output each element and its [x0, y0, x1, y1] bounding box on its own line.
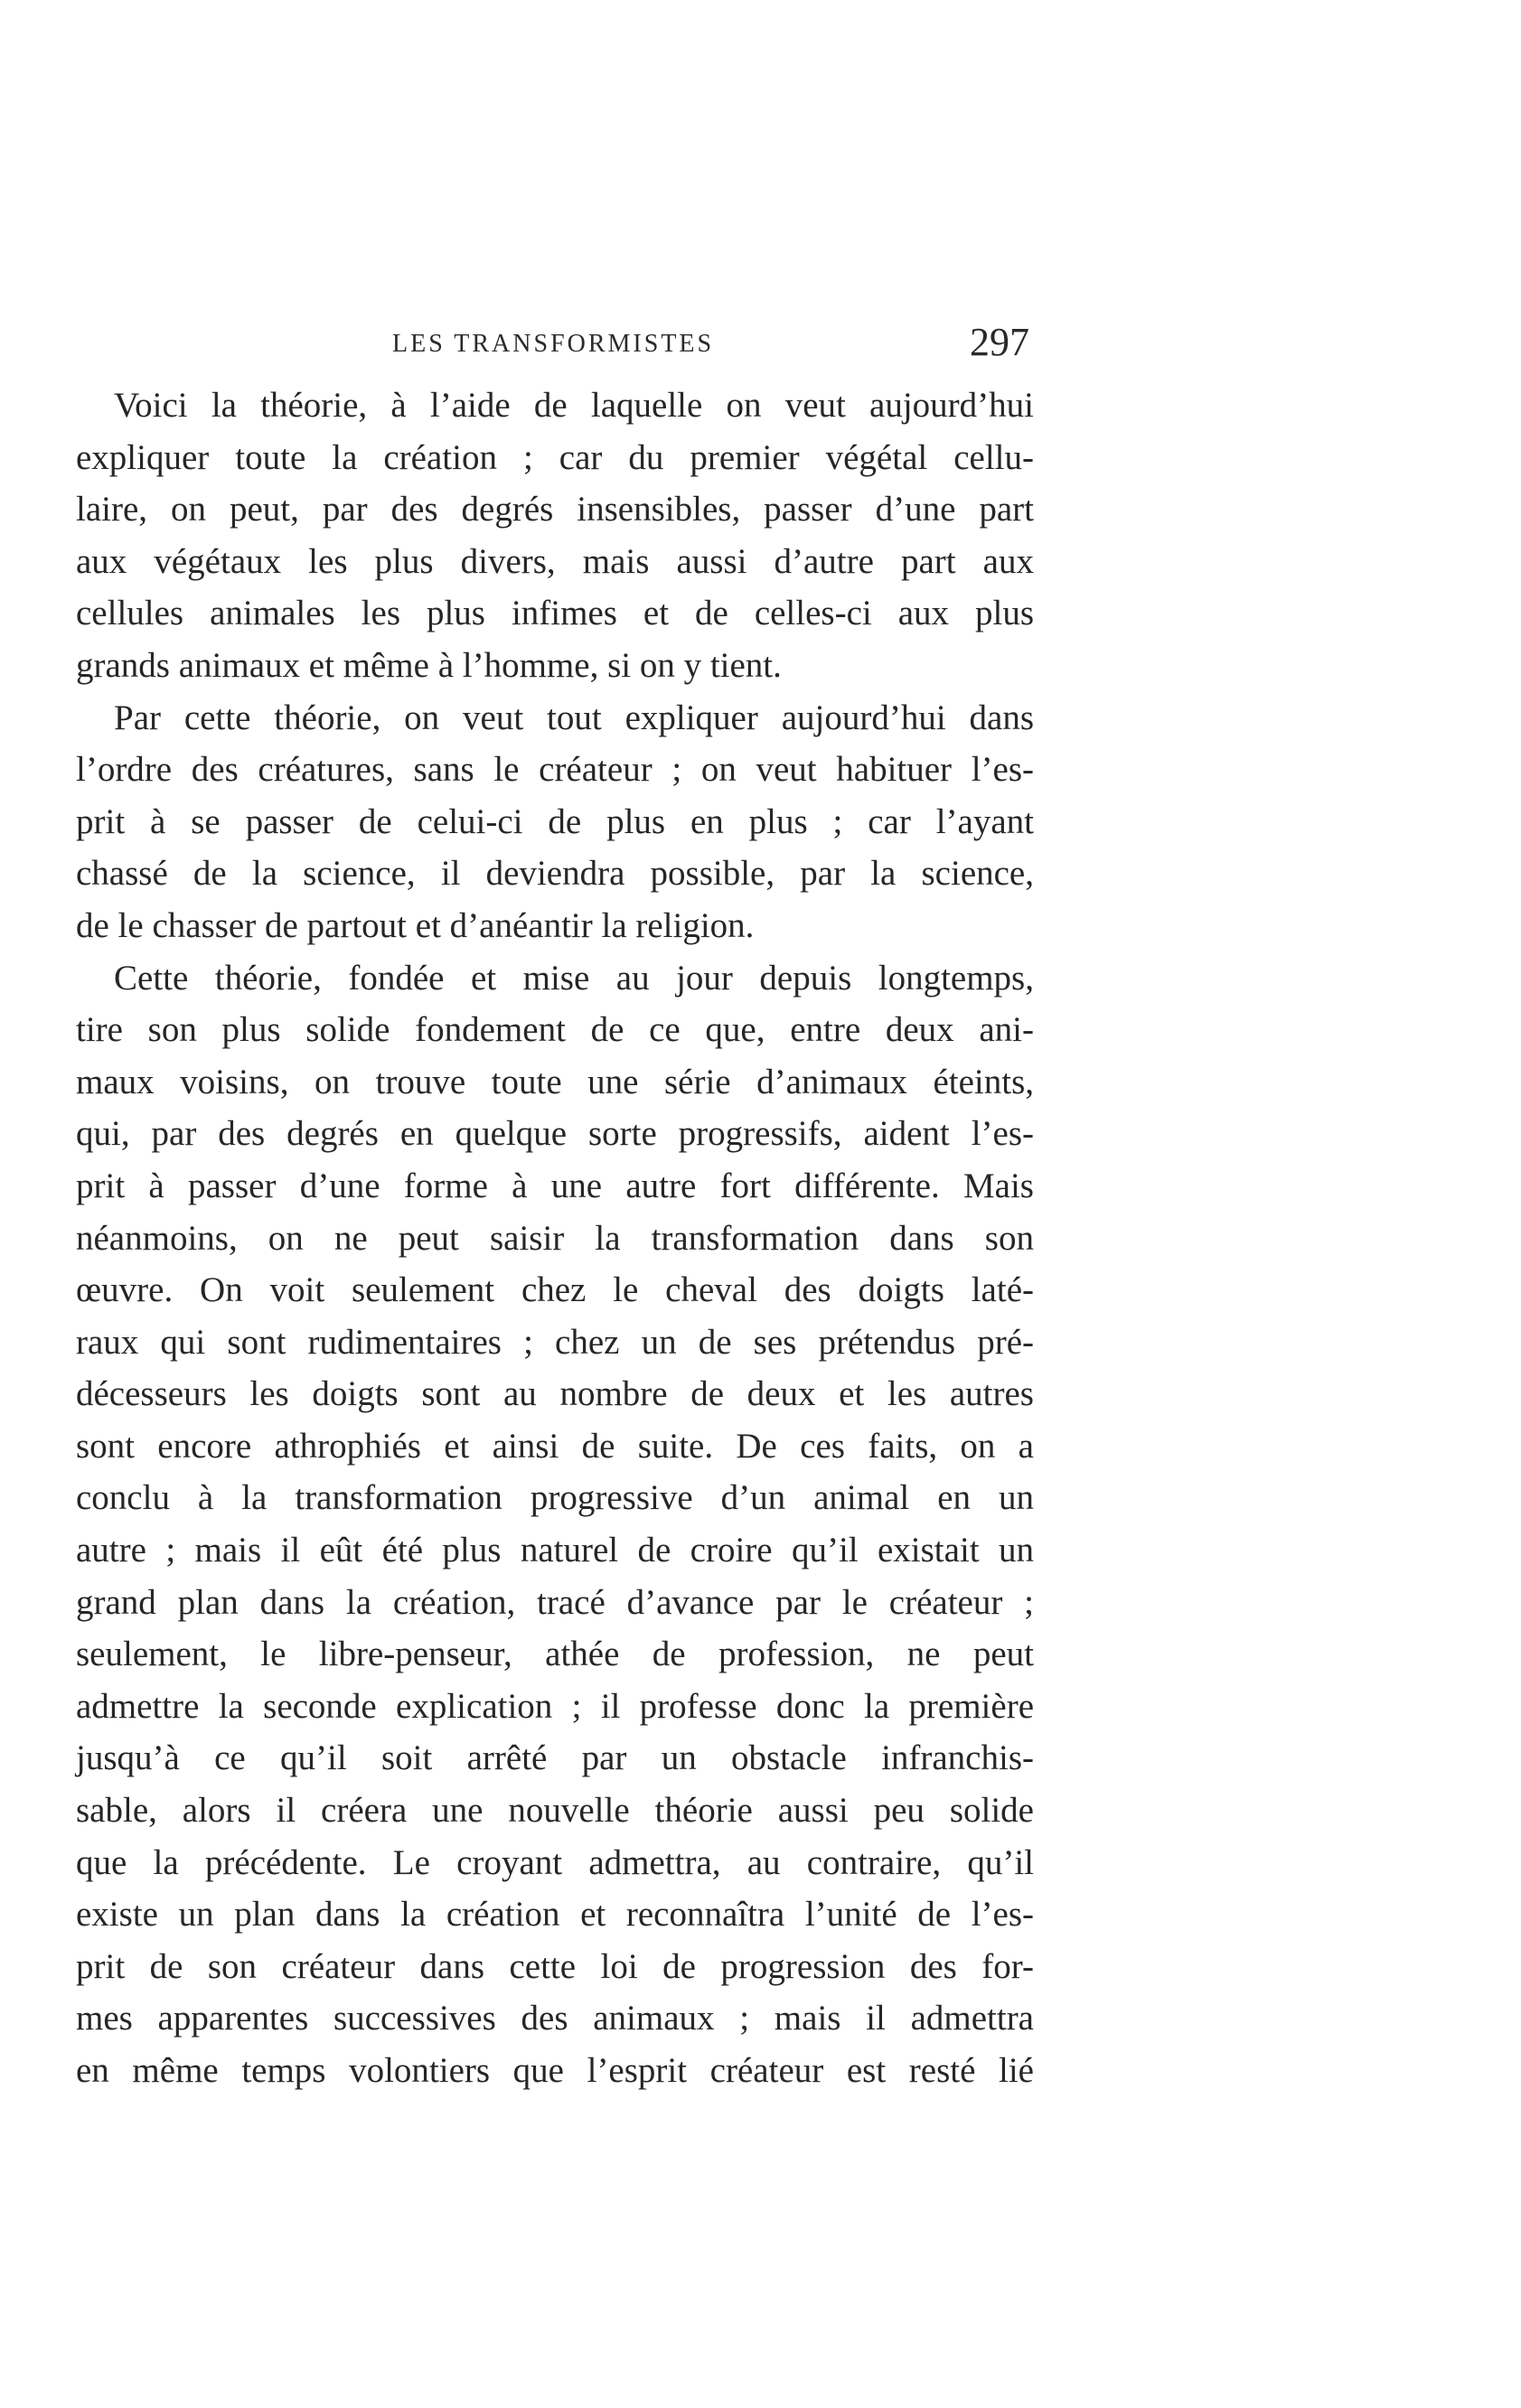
text-line: Par cette théorie, on veut tout expliquer aujourd’hui dans — [114, 698, 1034, 737]
text-line: Voici la théorie, à l’aide de laquelle on veut aujourd’hui — [114, 386, 1034, 425]
text-line: Cette théorie, fondée et mise au jour depuis longtemps, — [114, 958, 1034, 998]
text-line: que la précédente. Le croyant admettra, au contraire, qu’il — [76, 1842, 1034, 1882]
body-text — [76, 379, 1034, 2097]
text-line: laire, on peut, par des degrés insensibles, passer d’une part — [76, 490, 1034, 529]
text-line: autre ; mais il eût été plus naturel de croire qu’il existait un — [76, 1531, 1034, 1570]
text-line: sont encore athrophiés et ainsi de suite. De ces faits, on a — [76, 1426, 1034, 1466]
text-line: cellules animales les plus infimes et de celles-ci aux plus — [76, 594, 1034, 633]
page-header — [76, 319, 1034, 373]
text-line: décesseurs les doigts sont au nombre de deux et les autres — [76, 1374, 1034, 1414]
text-line: l’ordre des créatures, sans le créateur ; on veut habituer l’es- — [76, 750, 1034, 790]
text-line: grand plan dans la création, tracé d’avance par le créateur ; — [76, 1582, 1034, 1622]
text-line: prit de son créateur dans cette loi de progression des for- — [76, 1946, 1034, 1986]
text-line: prit à se passer de celui-ci de plus en plus ; car l’ayant — [76, 801, 1034, 841]
text-line: maux voisins, on trouve toute une série d’animaux éteints, — [76, 1062, 1034, 1101]
running-title: LES TRANSFORMISTES — [392, 330, 715, 358]
text-line: expliquer toute la création ; car du premier végétal cellu- — [76, 437, 1034, 477]
text-line: néanmoins, on ne peut saisir la transformation dans son — [76, 1218, 1034, 1258]
page-number: 297 — [970, 320, 1029, 364]
text-line: de le chasser de partout et d’anéantir la religion. — [76, 905, 755, 945]
text-line: mes apparentes successives des animaux ; mais il admettra — [76, 1999, 1034, 2038]
text-line: conclu à la transformation progressive d’un animal en un — [76, 1478, 1034, 1518]
text-line: admettre la seconde explication ; il professe donc la première — [76, 1686, 1034, 1726]
text-line: prit à passer d’une forme à une autre fort différente. Mais — [76, 1166, 1034, 1205]
text-line: chassé de la science, il deviendra possible, par la science, — [76, 854, 1034, 894]
text-line: qui, par des degrés en quelque sorte progressifs, aident l’es- — [76, 1114, 1034, 1154]
text-line: jusqu’à ce qu’il soit arrêté par un obstacle infranchis- — [76, 1738, 1034, 1778]
text-line: en même temps volontiers que l’esprit créateur est resté lié — [76, 2051, 1034, 2090]
text-line: grands animaux et même à l’homme, si on y tient. — [76, 645, 782, 685]
text-line: existe un plan dans la création et reconnaîtra l’unité de l’es- — [76, 1895, 1034, 1935]
text-line: sable, alors il créera une nouvelle théorie aussi peu solide — [76, 1791, 1034, 1831]
text-line: seulement, le libre-penseur, athée de profession, ne peut — [76, 1635, 1034, 1674]
text-line: aux végétaux les plus divers, mais aussi d’autre part aux — [76, 541, 1034, 581]
text-line: œuvre. On voit seulement chez le cheval des doigts laté- — [76, 1270, 1034, 1310]
text-line: raux qui sont rudimentaires ; chez un de ses prétendus pré- — [76, 1322, 1034, 1362]
text-line: tire son plus solide fondement de ce que, entre deux ani- — [76, 1010, 1034, 1050]
